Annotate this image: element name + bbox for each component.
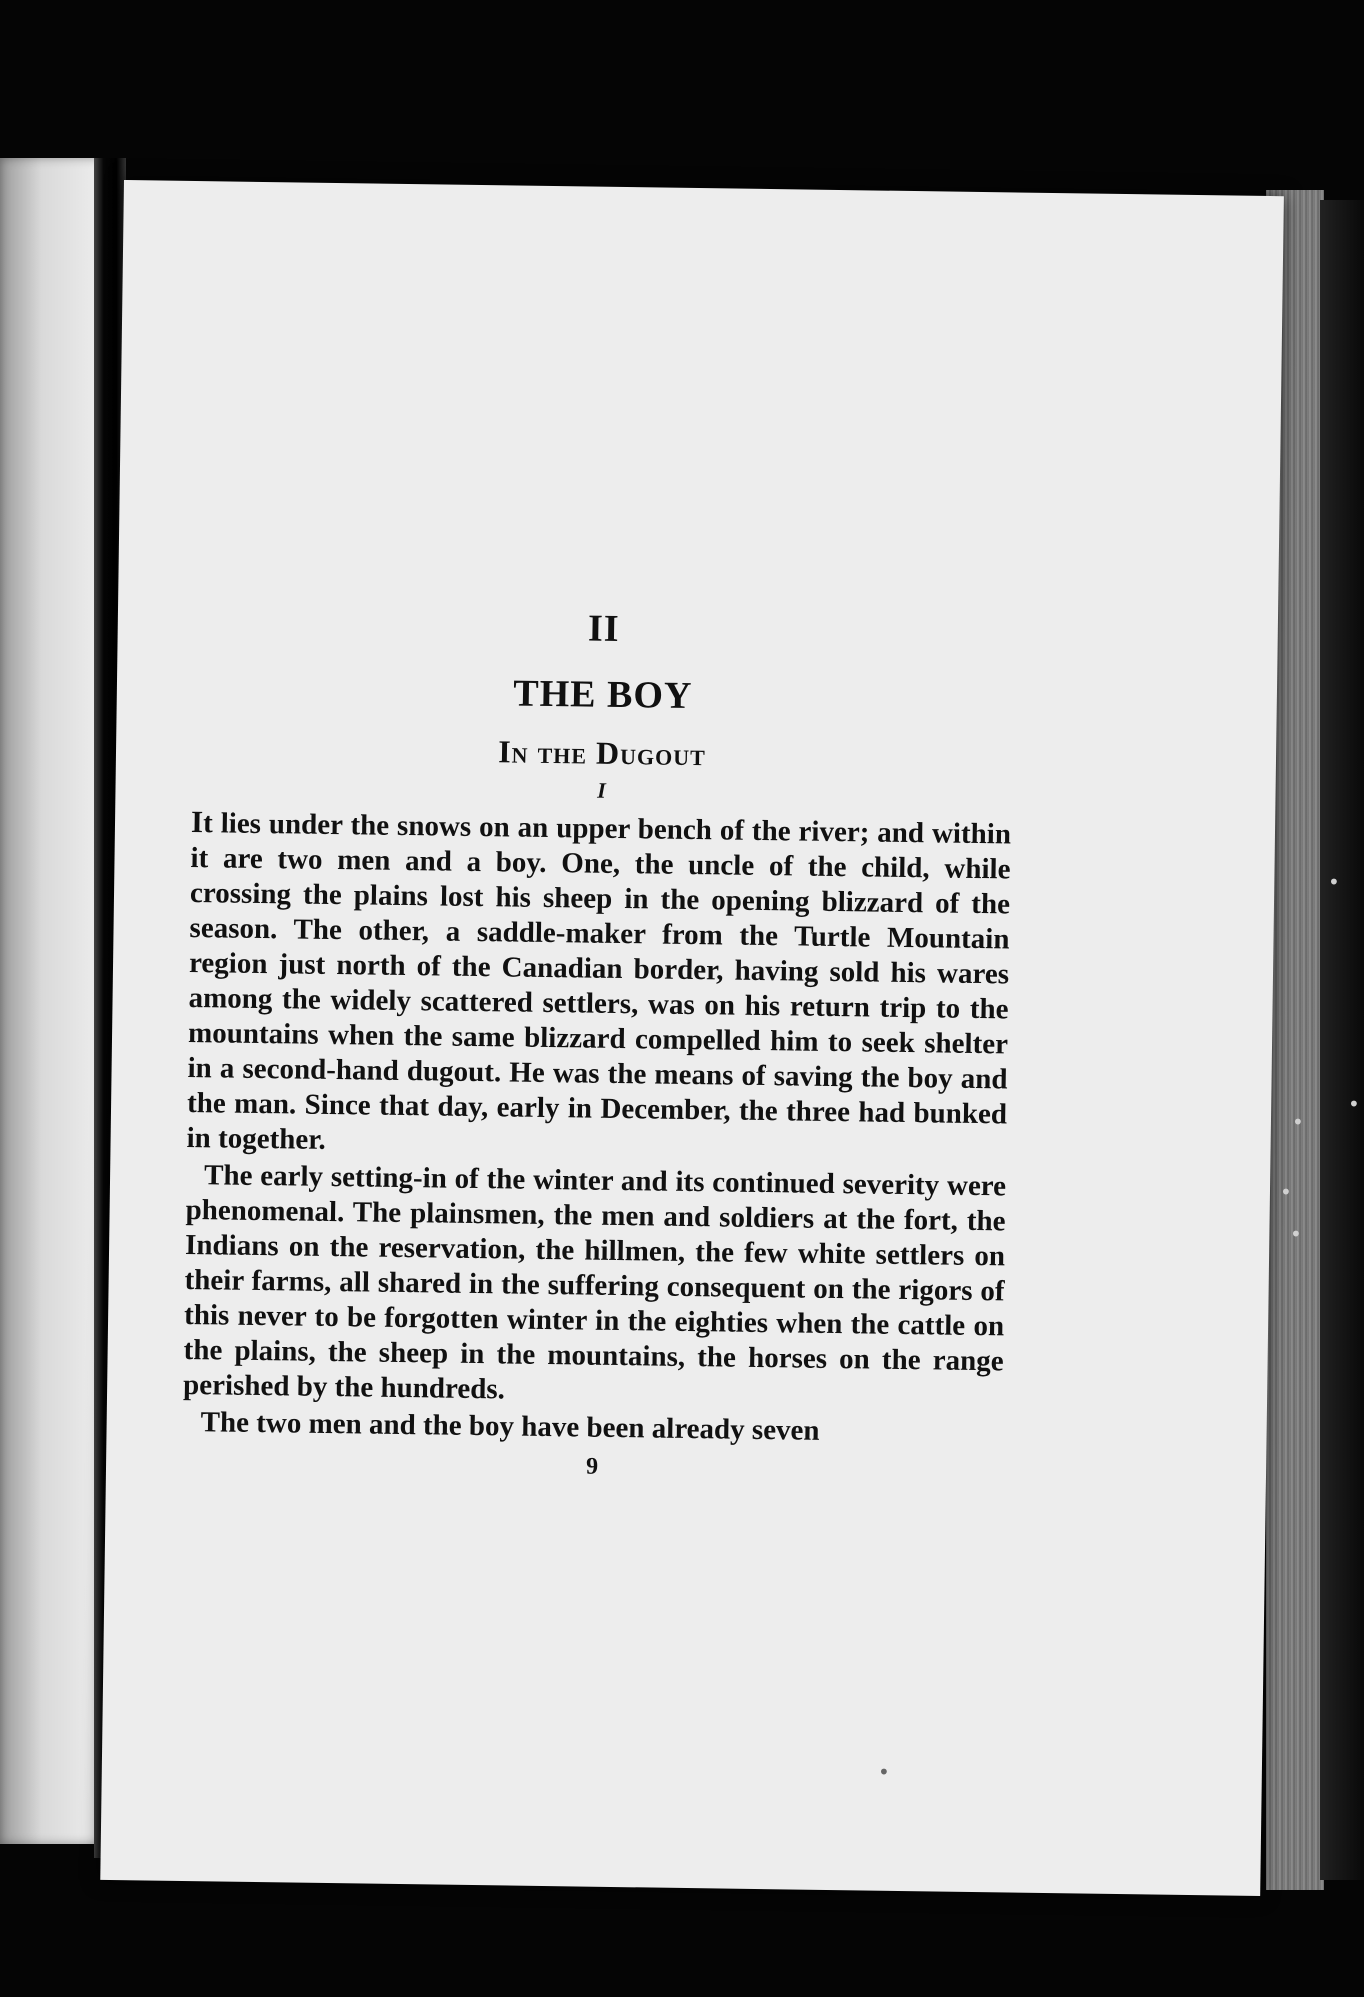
page-text: [182, 601, 1014, 1486]
edge-mark: •: [878, 1760, 890, 1784]
edge-mark: •: [1348, 1092, 1360, 1116]
edge-mark: •: [1328, 870, 1340, 894]
left-page: [0, 158, 104, 1844]
book-page: [100, 180, 1284, 1896]
edge-mark: •: [1280, 1180, 1292, 1204]
chapter-number: II: [587, 607, 620, 650]
chapter-title: THE BOY: [513, 672, 693, 717]
edge-mark: •: [1290, 1222, 1302, 1246]
paragraph-3: The two men and the boy have been already seven: [200, 1406, 820, 1447]
section-number: I: [597, 777, 606, 803]
page-number: 9: [585, 1453, 599, 1480]
page-edge-shadow: [1320, 200, 1364, 1880]
paragraph-1: It lies under the snows on an upper bench of the river; and within it are two men and a boy. One, the uncle of the child, while crossing the plains lost his sheep in the opening blizzard of the season. The other, a saddle-maker from the Turtle Mountain region just north of the Canadian border, having sold his wares among the widely scattered settlers, was on his return trip to the mountains when the same blizzard compelled him to seek shelter in a second-hand dugout. He was the means of saving the boy and the man. Since that day, early in December, the three had bunked in together.: [186, 804, 1012, 1156]
edge-mark: •: [1292, 1110, 1304, 1134]
paragraph-2: The early setting-in of the winter and its continued severity were phenomenal. The plainsmen, the men and soldiers at the fort, the Indians on the reservation, the hillmen, the few white settlers on their farms, all shared in the suffering consequent on the rigors of this never to be forgotten winter in the eighties when the cattle on the plains, the sheep in the mountains, the horses on the range perished by the hundreds.: [182, 1159, 1007, 1406]
section-title: In the Dugout: [498, 733, 707, 773]
